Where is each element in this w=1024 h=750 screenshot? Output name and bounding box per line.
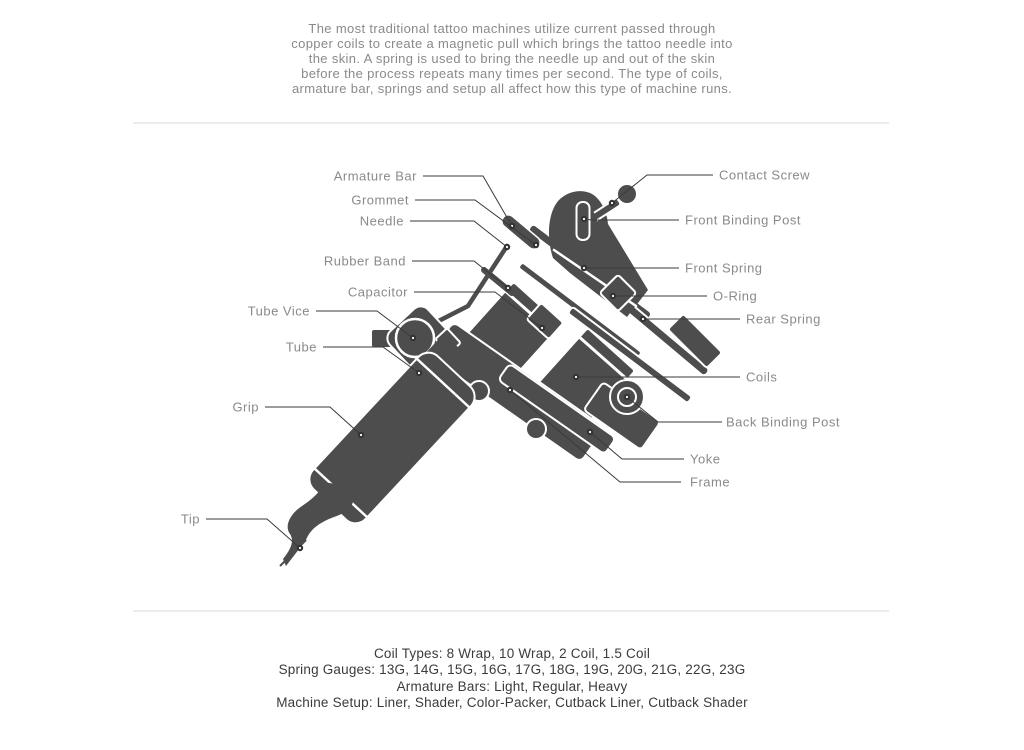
label-contact-screw: Contact Screw — [719, 167, 811, 183]
label-grommet: Grommet — [351, 192, 409, 208]
label-o-ring: O-Ring — [713, 288, 758, 304]
label-coils: Coils — [746, 369, 778, 385]
intro-line: the skin. A spring is used to bring the needle up and out of the skin — [308, 51, 716, 66]
label-back-binding-post: Back Binding Post — [726, 414, 841, 430]
label-rear-spring: Rear Spring — [746, 311, 821, 327]
spec-machine-setup: Machine Setup: Liner, Shader, Color-Packer, Cutback Liner, Cutback Shader — [276, 695, 748, 711]
intro-line: armature bar, springs and setup all affect how this type of machine runs. — [291, 81, 733, 96]
intro-line: before the process repeats many times per second. The type of coils, — [301, 66, 723, 81]
spec-armature-bars: Armature Bars: Light, Regular, Heavy — [396, 678, 628, 694]
label-grip: Grip — [232, 399, 259, 415]
label-frame: Frame — [690, 474, 731, 490]
frame-bump-shape — [526, 419, 546, 439]
contact-screw-knob-shape — [617, 184, 637, 204]
tip-shape — [283, 482, 354, 566]
spec-spring-gauges: Spring Gauges: 13G, 14G, 15G, 16G, 17G, 18G, 19G, 20G, 21G, 22G, 23G — [278, 662, 746, 678]
label-front-binding-post: Front Binding Post — [685, 212, 801, 228]
label-needle: Needle — [359, 213, 404, 229]
intro-line: The most traditional tattoo machines utilize current passed through — [308, 21, 716, 36]
intro-line: copper coils to create a magnetic pull which brings the tattoo needle into — [291, 36, 733, 51]
tattoo-machine-illustration — [280, 184, 722, 566]
spec-list — [0, 646, 1024, 712]
label-rubber-band: Rubber Band — [323, 253, 406, 269]
label-tip: Tip — [180, 511, 200, 527]
label-tube: Tube — [285, 339, 317, 355]
divider-bottom — [133, 610, 889, 612]
label-front-spring: Front Spring — [685, 260, 763, 276]
label-tube-vice: Tube Vice — [247, 303, 310, 319]
label-capacitor: Capacitor — [347, 284, 408, 300]
leader-needle — [410, 221, 510, 250]
spec-coil-types: Coil Types: 8 Wrap, 10 Wrap, 2 Coil, 1.5 Coil — [373, 646, 651, 661]
label-yoke: Yoke — [690, 451, 721, 467]
label-armature-bar: Armature Bar — [333, 168, 417, 184]
